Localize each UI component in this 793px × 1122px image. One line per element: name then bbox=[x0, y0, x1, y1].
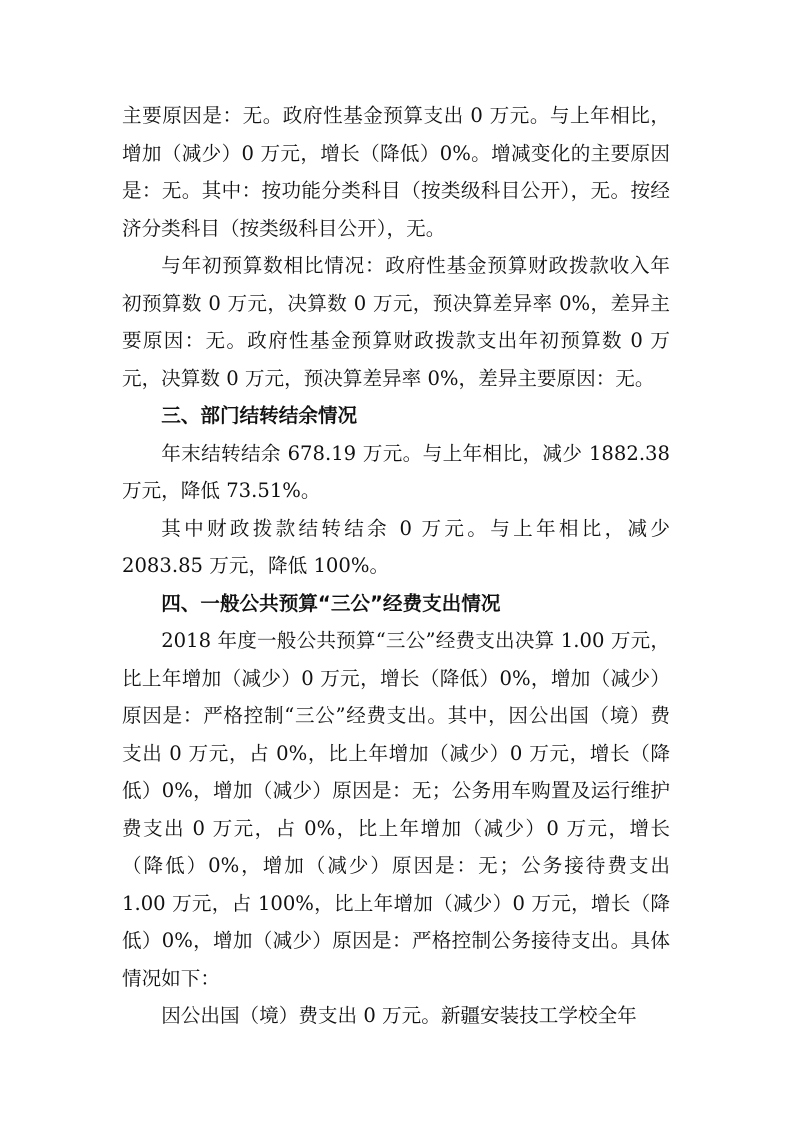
document-body bbox=[122, 97, 670, 1035]
paragraph-budget-comparison: 与年初预算数相比情况：政府性基金预算财政拨款收入年初预算数 0 万元，决算数 0 万元，预决算差异率 0%，差异主要原因：无。政府性基金预算财政拨款支出年初预算数 0 万元，决算数 0 万元，预决算差异率 0%，差异主要原因：无。 bbox=[122, 254, 670, 390]
paragraph-fiscal-appropriation-balance: 其中财政拨款结转结余 0 万元。与上年相比，减少 2083.85 万元，降低 100%。 bbox=[122, 516, 670, 577]
paragraph-overseas-travel-expense: 因公出国（境）费支出 0 万元。新疆安装技工学校全年 bbox=[161, 1004, 637, 1027]
paragraph-government-fund-expenditure: 主要原因是：无。政府性基金预算支出 0 万元。与上年相比，增加（减少）0 万元，增长（降低）0%。增减变化的主要原因是：无。其中：按功能分类科目（按类级科目公开），无。按经济分类科目（按类级科目公开），无。 bbox=[122, 104, 671, 240]
paragraph-year-end-balance: 年末结转结余 678.19 万元。与上年相比，减少 1882.38 万元，降低 73.51%。 bbox=[122, 441, 670, 502]
paragraph-three-public-expenses-detail: 2018 年度一般公共预算“三公”经费支出决算 1.00 万元，比上年增加（减少）0 万元，增长（降低）0%，增加（减少）原因是：严格控制“三公”经费支出。其中，因公出国（境）费支出 0 万元，占 0%，比上年增加（减少）0 万元，增长（降低）0%，增加（减少）原因是：无；公务用车购置及运行维护费支出 0 万元，占 0%，比上年增加（减少）0 万元，增长（降低）0%，增加（减少）原因是：无；公务接待费支出 1.00 万元，占 100%，比上年增加（减少）0 万元，增长（降低）0%，增加（减少）原因是：严格控制公务接待支出。具体情况如下： bbox=[122, 629, 670, 990]
section-heading-three-public-expenses: 四、一般公共预算“三公”经费支出情况 bbox=[161, 591, 501, 615]
section-heading-carryover-balance: 三、部门结转结余情况 bbox=[161, 404, 358, 427]
